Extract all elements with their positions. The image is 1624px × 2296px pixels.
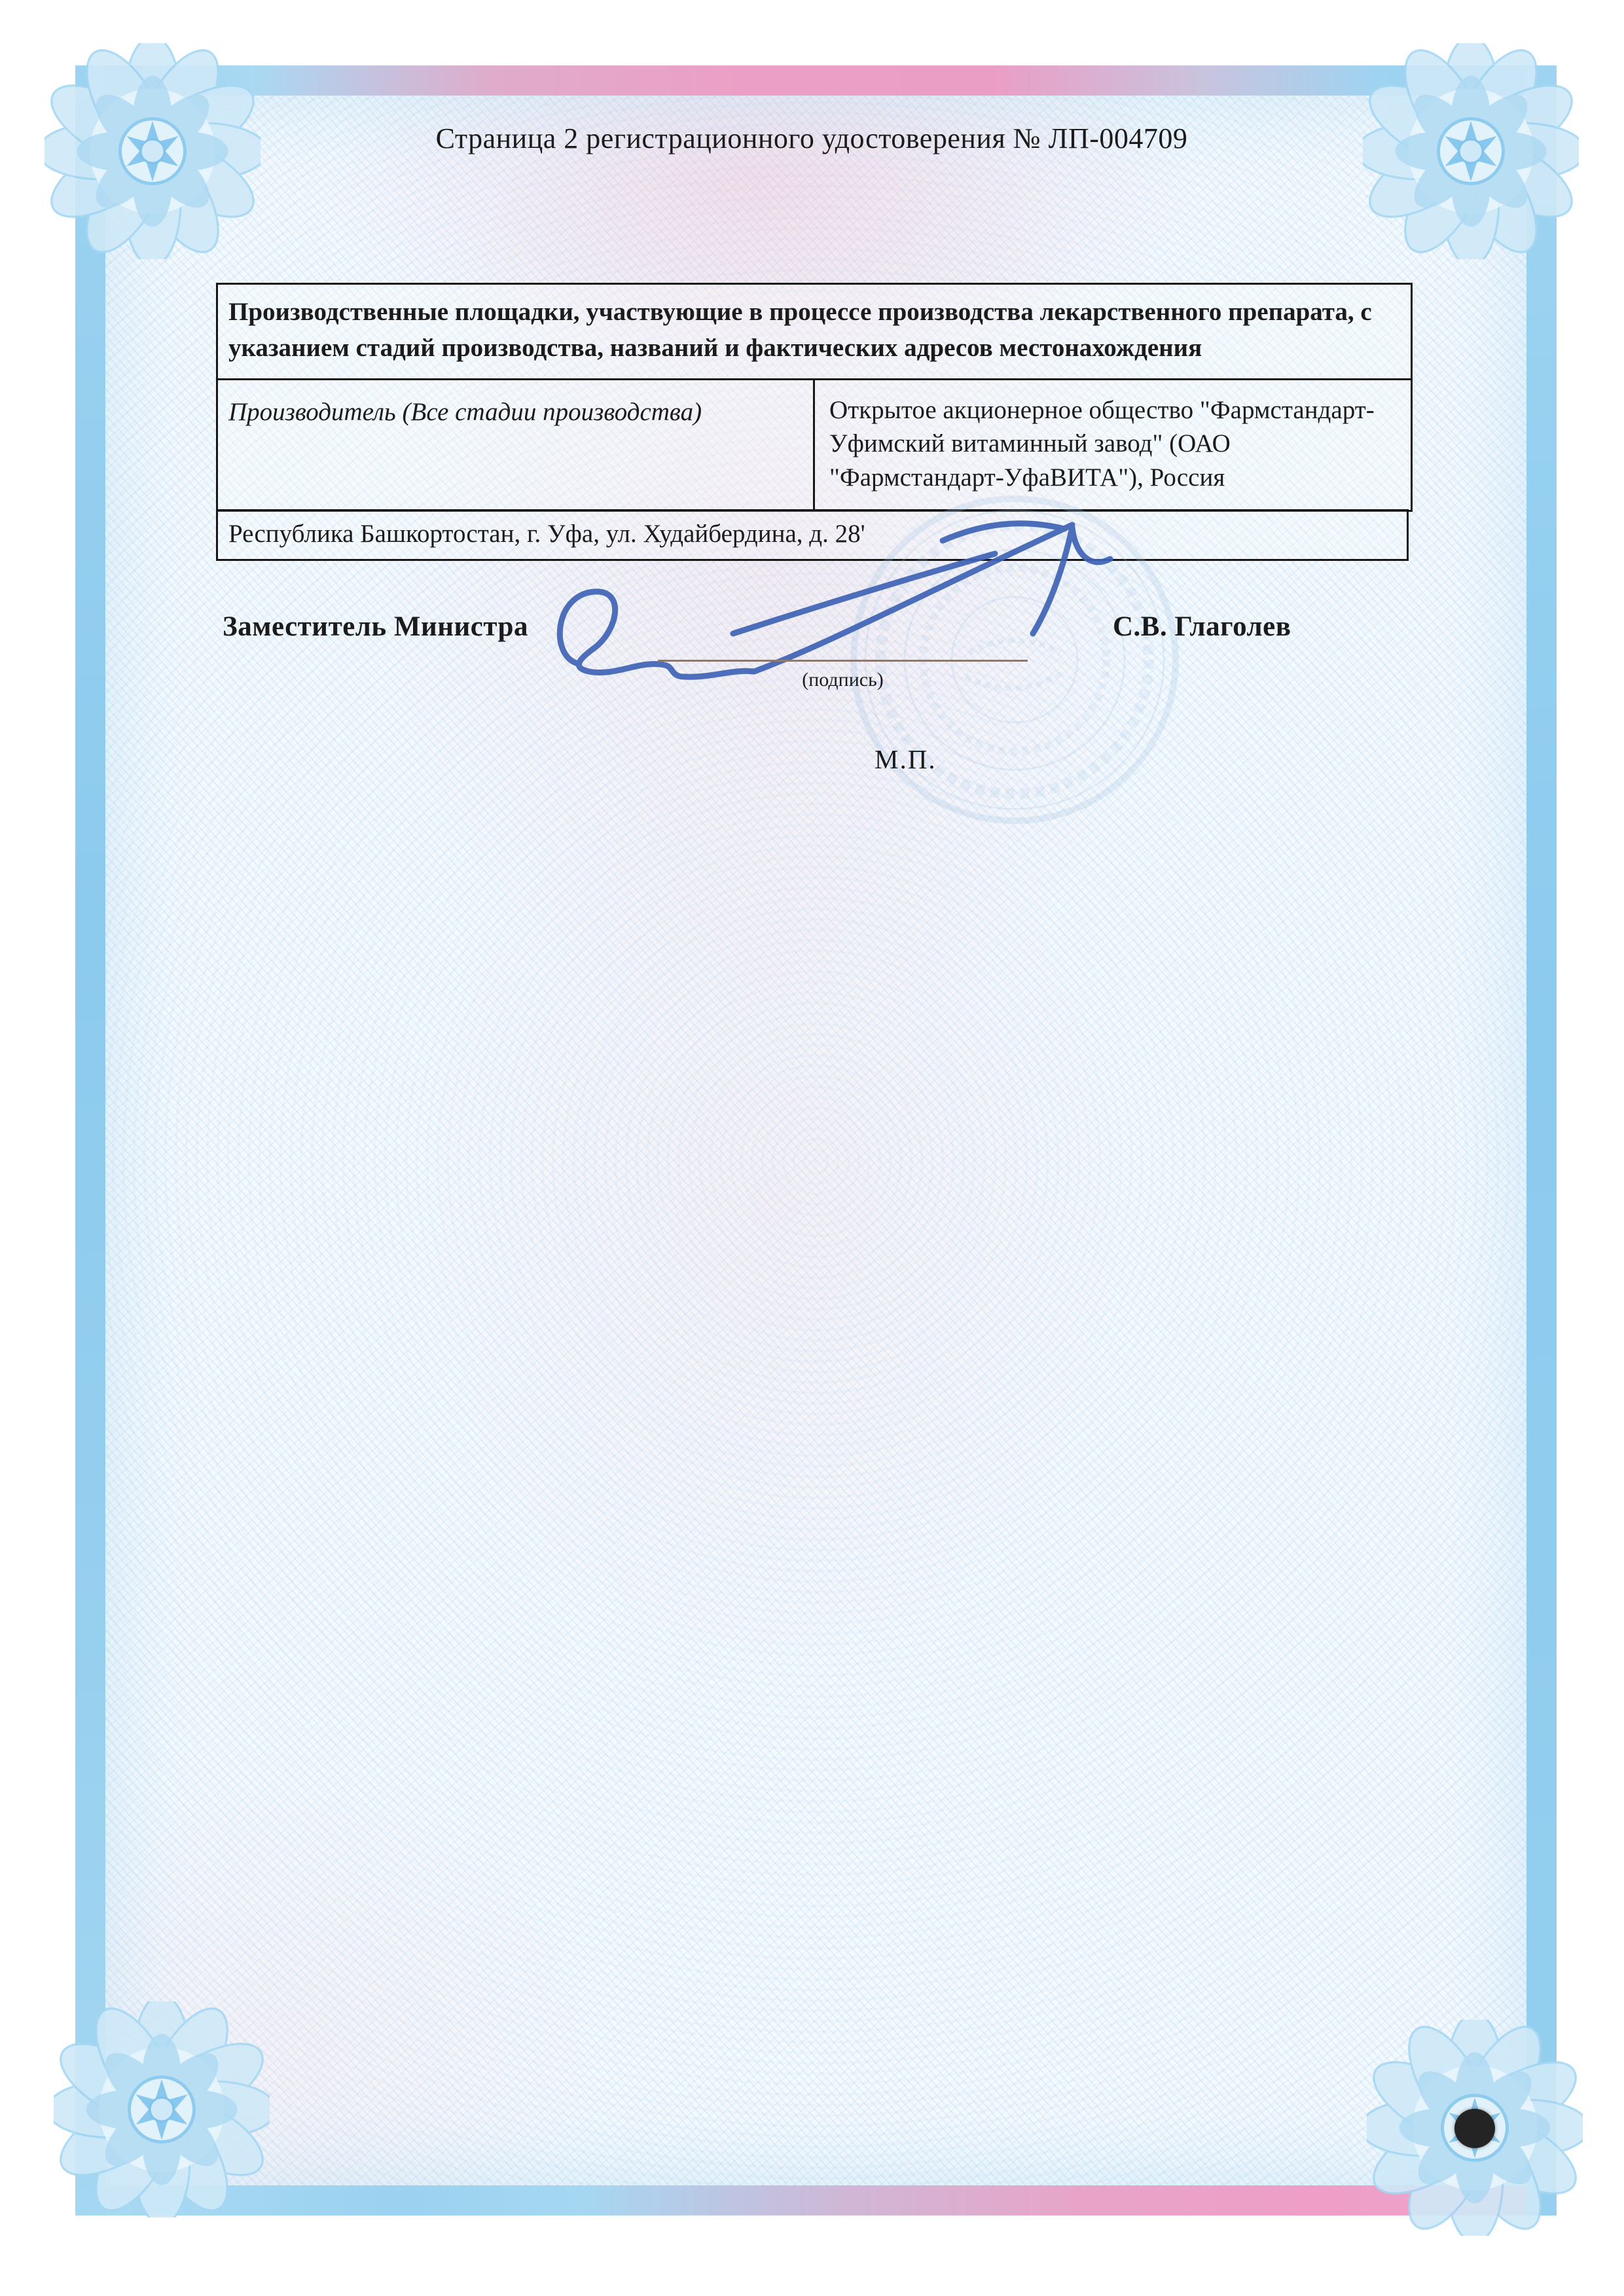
table-header-cell: Производственные площадки, участвующие в процессе производства лекарственного препарата, с указанием стадий производства, названий и фактических адресов местонахождения <box>218 285 1411 380</box>
page-title: Страница 2 регистрационного удостоверения № ЛП-004709 <box>435 122 1188 154</box>
deputy-minister-title: Заместитель Министра <box>223 611 528 642</box>
production-sites-table <box>216 283 1413 512</box>
punch-hole-dot <box>1454 2109 1495 2148</box>
border-band-right <box>1526 65 1557 2215</box>
signatory-name: С.В. Глаголев <box>1113 611 1291 642</box>
corner-rosette-top-right <box>1363 43 1579 259</box>
corner-rosette-bottom-left <box>54 2001 270 2217</box>
seal-placeholder-label: М.П. <box>875 744 937 774</box>
manufacturer-value-cell: Открытое акционерное общество "Фармстандарт-Уфимский витаминный завод" (ОАО "Фармстандарт-УфаВИТА"), Россия <box>829 395 1375 492</box>
signature-caption: (подпись) <box>802 669 884 691</box>
manufacturer-address-row: Республика Башкортостан, г. Уфа, ул. Худайбердина, д. 28' <box>216 509 1409 561</box>
corner-rosette-top-left <box>45 43 261 259</box>
border-band-left <box>75 65 105 2215</box>
signature-line <box>658 641 1028 662</box>
manufacturer-label-cell: Производитель (Все стадии производства) <box>218 380 815 510</box>
table-row <box>218 380 1411 510</box>
border-band-bottom <box>75 2185 1557 2215</box>
border-band-top <box>75 65 1557 96</box>
